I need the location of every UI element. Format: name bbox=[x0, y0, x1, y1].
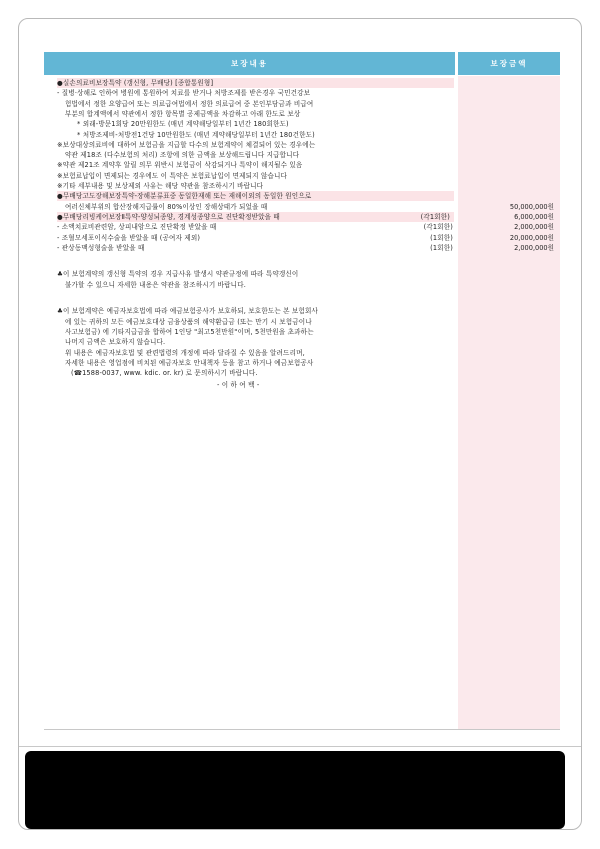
coverage-line-text: 위 내용은 예금자보호법 및 관련법령의 개정에 따라 달라질 수 있음을 알려드리며, bbox=[65, 348, 305, 357]
coverage-line-text: ※약관 제21조 계약후 알릴 의무 위반시 보험금이 삭감되거나 특약이 해지될수 있음 bbox=[57, 161, 303, 170]
coverage-amount: 2,000,000원 bbox=[514, 243, 554, 252]
coverage-table bbox=[44, 52, 560, 729]
coverage-amount: 6,000,000원 bbox=[514, 212, 554, 221]
table-bottom-divider bbox=[44, 729, 560, 730]
coverage-line-text: 자세한 내용은 영업점에 비치된 예금자보호 안내책자 등을 참고 하거나 예금보험공사 bbox=[65, 358, 314, 367]
coverage-line-text: ●무배당리빙케어보장Ⅱ특약-양성뇌종양, 경계성종양으로 진단확정받았을 때 bbox=[57, 212, 280, 221]
coverage-line bbox=[57, 243, 457, 253]
coverage-line bbox=[57, 191, 454, 201]
coverage-line-text: 여러신체부위의 합산장해지급률이 80%이상인 장해상태가 되었을 때 bbox=[65, 202, 268, 211]
coverage-line bbox=[57, 380, 457, 390]
coverage-line-text: 에 있는 귀하의 모든 예금보호대상 금융상품의 해약환급금 (또는 만기 시 보험금이나 bbox=[65, 317, 312, 326]
coverage-line-text: - 이 하 여 백 - bbox=[217, 381, 260, 390]
coverage-line bbox=[57, 130, 457, 140]
coverage-line-text: ●무배당고도장해보장특약-장해분류표중 동일한재해 또는 재해이외의 동일한 원인으로 bbox=[57, 192, 312, 201]
coverage-line-text: ♣이 보험계약은 예금자보호법에 따라 예금보험공사가 보호하되, 보호한도는 본 보험회사 bbox=[57, 307, 318, 316]
coverage-line-text: - 조혈모세포이식수술을 받았을 때 (공여자 제외) bbox=[57, 233, 201, 242]
coverage-line bbox=[57, 280, 457, 290]
coverage-line bbox=[57, 358, 457, 368]
coverage-line bbox=[57, 212, 454, 222]
coverage-line bbox=[57, 119, 457, 129]
coverage-line-text: - 질병·상해로 인하여 병원에 통원하여 치료를 받거나 처방조제를 받은경우 국민건강보 bbox=[57, 89, 311, 98]
coverage-amount: 20,000,000원 bbox=[509, 233, 554, 242]
coverage-line-text: ※보험료납입이 면제되는 경우에도 이 특약은 보험료납입이 면제되지 않습니다 bbox=[57, 171, 288, 180]
coverage-line bbox=[57, 160, 457, 170]
document-frame bbox=[18, 18, 582, 830]
coverage-content-header: 보장내용 bbox=[44, 52, 455, 75]
coverage-line bbox=[57, 150, 457, 160]
coverage-line bbox=[57, 99, 457, 109]
coverage-line-text: 약관 제18조 (다수보험의 처리) 조항에 의한 금액을 보상해드립니다 지급합니다 bbox=[65, 151, 300, 160]
coverage-line-text: ※기타 세부내용 및 보상제외 사유는 해당 약관을 참조하시기 바랍니다 bbox=[57, 182, 264, 190]
coverage-line bbox=[57, 317, 457, 327]
coverage-line bbox=[57, 306, 457, 316]
coverage-amount: 50,000,000원 bbox=[509, 202, 554, 211]
coverage-line bbox=[57, 337, 457, 347]
coverage-line bbox=[57, 296, 457, 306]
coverage-line bbox=[57, 233, 457, 243]
coverage-line-text: ●실손의료비보장특약 (갱신형, 무배당) [종합통원형] bbox=[57, 79, 214, 87]
coverage-line-text: - 관상동맥성형술을 받았을 때 bbox=[57, 243, 145, 252]
coverage-line bbox=[57, 140, 457, 150]
coverage-line bbox=[57, 109, 457, 119]
coverage-line bbox=[57, 327, 457, 337]
coverage-line bbox=[57, 222, 457, 232]
coverage-line-text: ※보상대상의료비에 대하여 보험금을 지급할 다수의 보험계약이 체결되어 있는 경우에는 bbox=[57, 140, 316, 149]
coverage-line bbox=[57, 78, 454, 88]
coverage-line-text: 불가할 수 있으니 자세한 내용은 약관을 참조하시기 바랍니다. bbox=[65, 280, 246, 289]
footer-redacted-area bbox=[25, 751, 565, 829]
coverage-limit-note: (1회한) bbox=[430, 243, 453, 252]
coverage-line bbox=[57, 368, 457, 378]
coverage-line bbox=[57, 88, 457, 98]
coverage-line-text: ♣이 보험계약의 갱신형 특약의 경우 지급사유 발생시 약관규정에 따라 특약갱신이 bbox=[57, 270, 299, 279]
coverage-line bbox=[57, 348, 457, 358]
coverage-line-text: 사고보험금) 에 기타지급금을 합하여 1인당 "최고5천만원"이며, 5천만원을 초과하는 bbox=[65, 327, 314, 336]
coverage-line-text: * 처방조제비-처방전1건당 10만원한도 (매년 계약해당일부터 1년간 180건한도) bbox=[77, 130, 315, 139]
coverage-limit-note: (각1회한) bbox=[420, 212, 450, 221]
coverage-line bbox=[57, 202, 457, 212]
coverage-amount: 2,000,000원 bbox=[514, 223, 554, 232]
coverage-limit-note: (1회한) bbox=[430, 233, 453, 242]
coverage-line-text: * 외래-방문1회당 20만원한도 (매년 계약해당일부터 1년간 180회한도) bbox=[77, 120, 289, 129]
coverage-limit-note: (각1회한) bbox=[423, 223, 453, 232]
coverage-line bbox=[57, 269, 457, 279]
coverage-line bbox=[57, 259, 457, 269]
footer-divider bbox=[19, 746, 582, 747]
coverage-amount-header: 보장금액 bbox=[458, 52, 560, 75]
coverage-line-text: 나머지 금액은 보호하지 않습니다. bbox=[65, 338, 166, 347]
amount-column bbox=[458, 76, 560, 729]
coverage-line bbox=[57, 181, 457, 191]
coverage-line-text: - 소액치료비관련암, 상피내암으로 진단확정 받았을 때 bbox=[57, 223, 217, 232]
coverage-line bbox=[57, 171, 457, 181]
coverage-line-text: (☎1588-0037, www. kdic. or. kr) 로 문의하시기 바랍니다. bbox=[71, 369, 258, 378]
coverage-line-text: 부분의 합계액에서 약관에서 정한 항목별 공제금액을 차감하고 아래 한도로 보상 bbox=[65, 109, 301, 118]
coverage-line-text: 험법에서 정한 요양급여 또는 의료급여법에서 정한 의료급여 중 본인부담금과 비급여 bbox=[65, 99, 314, 108]
